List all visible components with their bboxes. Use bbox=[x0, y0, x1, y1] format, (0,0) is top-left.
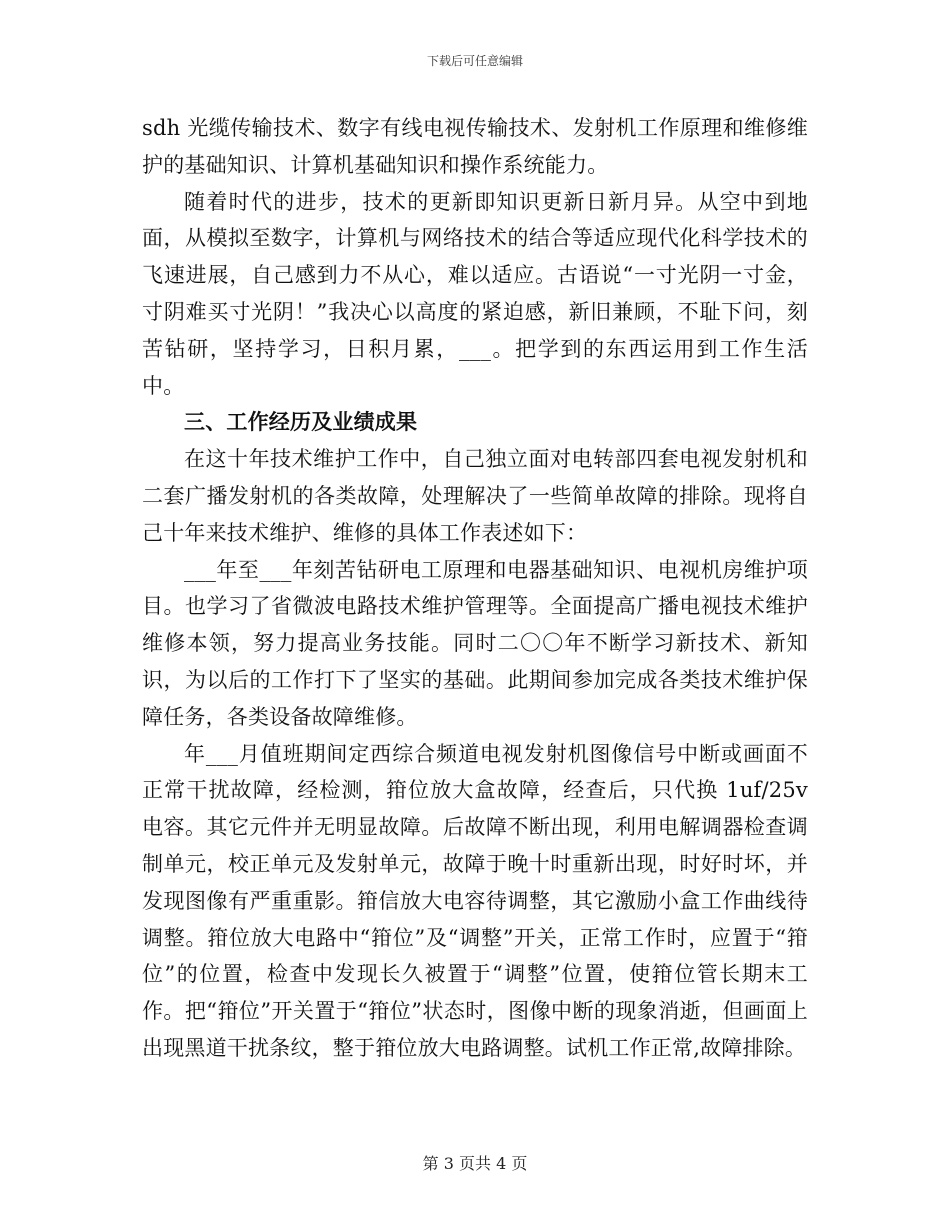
paragraph-2: 随着时代的进步，技术的更新即知识更新日新月异。从空中到地面，从模拟至数字，计算机与网络技术的结合等适应现代化科学技术的飞速进展，自己感到力不从心，难以适应。古语说“一寸光阴一寸金，寸阴难买寸光阴！”我决心以高度的紧迫感，新旧兼顾，不耻下问，刻苦钻研，坚持学习，日积月累，___。把学到的东西运用到工作生活中。 bbox=[142, 189, 808, 398]
section-title: 三、工作经历及业绩成果 bbox=[184, 409, 418, 435]
paragraph-5: 年___月值班期间定西综合频道电视发射机图像信号中断或画面不正常干扰故障，经检测，箝位放大盒故障，经查后，只代换 1uf/25v 电容。其它元件并无明显故障。后故障不断出现，利用电解调器检查调制单元，校正单元及发射单元，故障于晚十时重新出现，时好时坏，并发现图像有严重重影。箝信放大电容待调整，其它激励小盒工作曲线待调整。箝位放大电路中“箝位”及“调整”开关，正常工作时，应置于“箝位”的位置，检查中发现长久被置于“调整”位置，使箝位管长期末工作。把“箝位”开关置于“箝位”状态时，图像中断的现象消逝，但画面上出现黑道干扰条纹，整于箝位放大电路调整。试机工作正常,故障排除。 bbox=[142, 741, 808, 1060]
page-number: 第 3 页共 4 页 bbox=[422, 1154, 528, 1173]
paragraph-4: ___年至___年刻苦钻研电工原理和电器基础知识、电视机房维护项目。也学习了省微波电路技术维护管理等。全面提高广播电视技术维护维修本领，努力提高业务技能。同时二〇〇年不断学习新技术、新知识，为以后的工作打下了坚实的基础。此期间参加完成各类技术维护保障任务，各类设备故障维修。 bbox=[142, 557, 808, 729]
header-note: 下载后可任意编辑 bbox=[426, 54, 523, 68]
document-body bbox=[142, 110, 808, 1067]
paragraph-1: sdh 光缆传输技术、数字有线电视传输技术、发射机工作原理和维修维护的基础知识、计算机基础知识和操作系统能力。 bbox=[142, 116, 808, 177]
paragraph-3: 在这十年技术维护工作中，自己独立面对电转部四套电视发射机和二套广播发射机的各类故障，处理解决了一些简单故障的排除。现将自己十年来技术维护、维修的具体工作表述如下： bbox=[142, 447, 808, 545]
